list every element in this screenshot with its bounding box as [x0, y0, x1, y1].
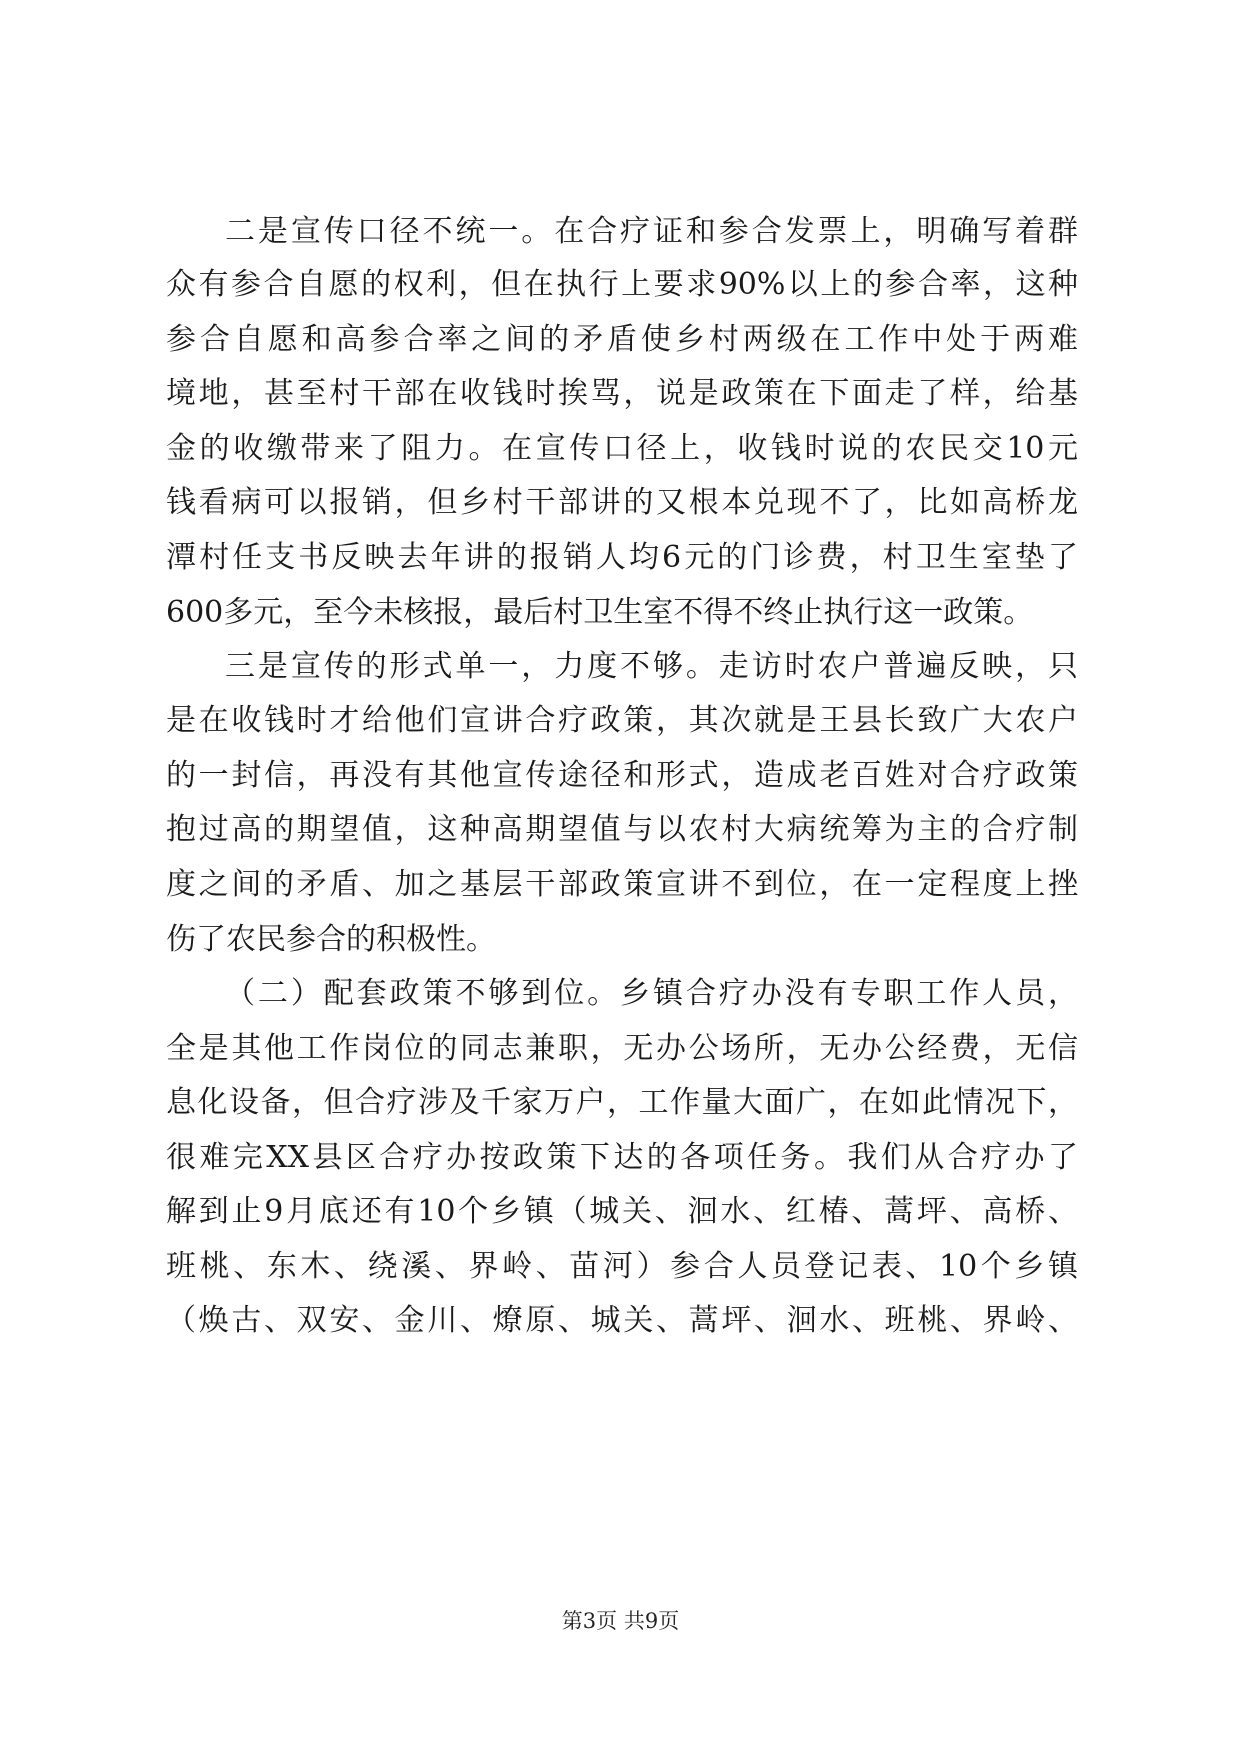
paragraph-1-line-2: 众有参合自愿的权利，但在执行上要求90%以上的参合率，这种 — [166, 267, 1078, 302]
paragraph-3-line-4: 很难完XX县区合疗办按政策下达的各项任务。我们从合疗办了 — [166, 1140, 1078, 1175]
paragraph-3-line-7: （焕古、双安、金川、燎原、城关、蒿坪、洄水、班桃、界岭、 — [166, 1303, 1078, 1338]
paragraph-1-line-8: 600多元，至今未核报，最后村卫生室不得不终止执行这一政策。 — [166, 595, 1034, 630]
paragraph-2-line-6: 伤了农民参合的积极性。 — [166, 922, 496, 957]
paragraph-2-line-2: 是在收钱时才给他们宣讲合疗政策，其次就是王县长致广大农户 — [166, 703, 1078, 738]
paragraph-1-line-4: 境地，甚至村干部在收钱时挨骂，说是政策在下面走了样，给基 — [166, 376, 1078, 411]
paragraph-2-line-3: 的一封信，再没有其他宣传途径和形式，造成老百姓对合疗政策 — [166, 758, 1078, 793]
paragraph-2-line-1: 三是宣传的形式单一，力度不够。走访时农户普遍反映，只 — [225, 649, 1078, 684]
paragraph-1-line-6: 钱看病可以报销，但乡村干部讲的又根本兑现不了，比如高桥龙 — [166, 485, 1078, 520]
paragraph-3-line-3: 息化设备，但合疗涉及千家万户，工作量大面广，在如此情况下， — [166, 1085, 1078, 1120]
paragraph-2-line-4: 抱过高的期望值，这种高期望值与以农村大病统筹为主的合疗制 — [166, 812, 1078, 847]
paragraph-3-line-1: （二）配套政策不够到位。乡镇合疗办没有专职工作人员， — [225, 976, 1078, 1011]
paragraph-1-line-5: 金的收缴带来了阻力。在宣传口径上，收钱时说的农民交10元 — [166, 431, 1078, 466]
paragraph-3-line-6: 班桃、东木、绕溪、界岭、苗河）参合人员登记表、10个乡镇 — [166, 1249, 1078, 1284]
paragraph-3-line-2: 全是其他工作岗位的同志兼职，无办公场所，无办公经费，无信 — [166, 1031, 1078, 1066]
page-number-footer: 第3页 共9页 — [561, 1609, 680, 1633]
paragraph-1-line-3: 参合自愿和高参合率之间的矛盾使乡村两级在工作中处于两难 — [166, 322, 1078, 357]
paragraph-1-line-7: 潭村任支书反映去年讲的报销人均6元的门诊费，村卫生室垫了 — [166, 540, 1078, 575]
paragraph-2-line-5: 度之间的矛盾、加之基层干部政策宣讲不到位，在一定程度上挫 — [166, 867, 1078, 902]
paragraph-3-line-5: 解到止9月底还有10个乡镇（城关、洄水、红椿、蒿坪、高桥、 — [166, 1194, 1078, 1229]
paragraph-1-line-1: 二是宣传口径不统一。在合疗证和参合发票上，明确写着群 — [225, 214, 1078, 249]
